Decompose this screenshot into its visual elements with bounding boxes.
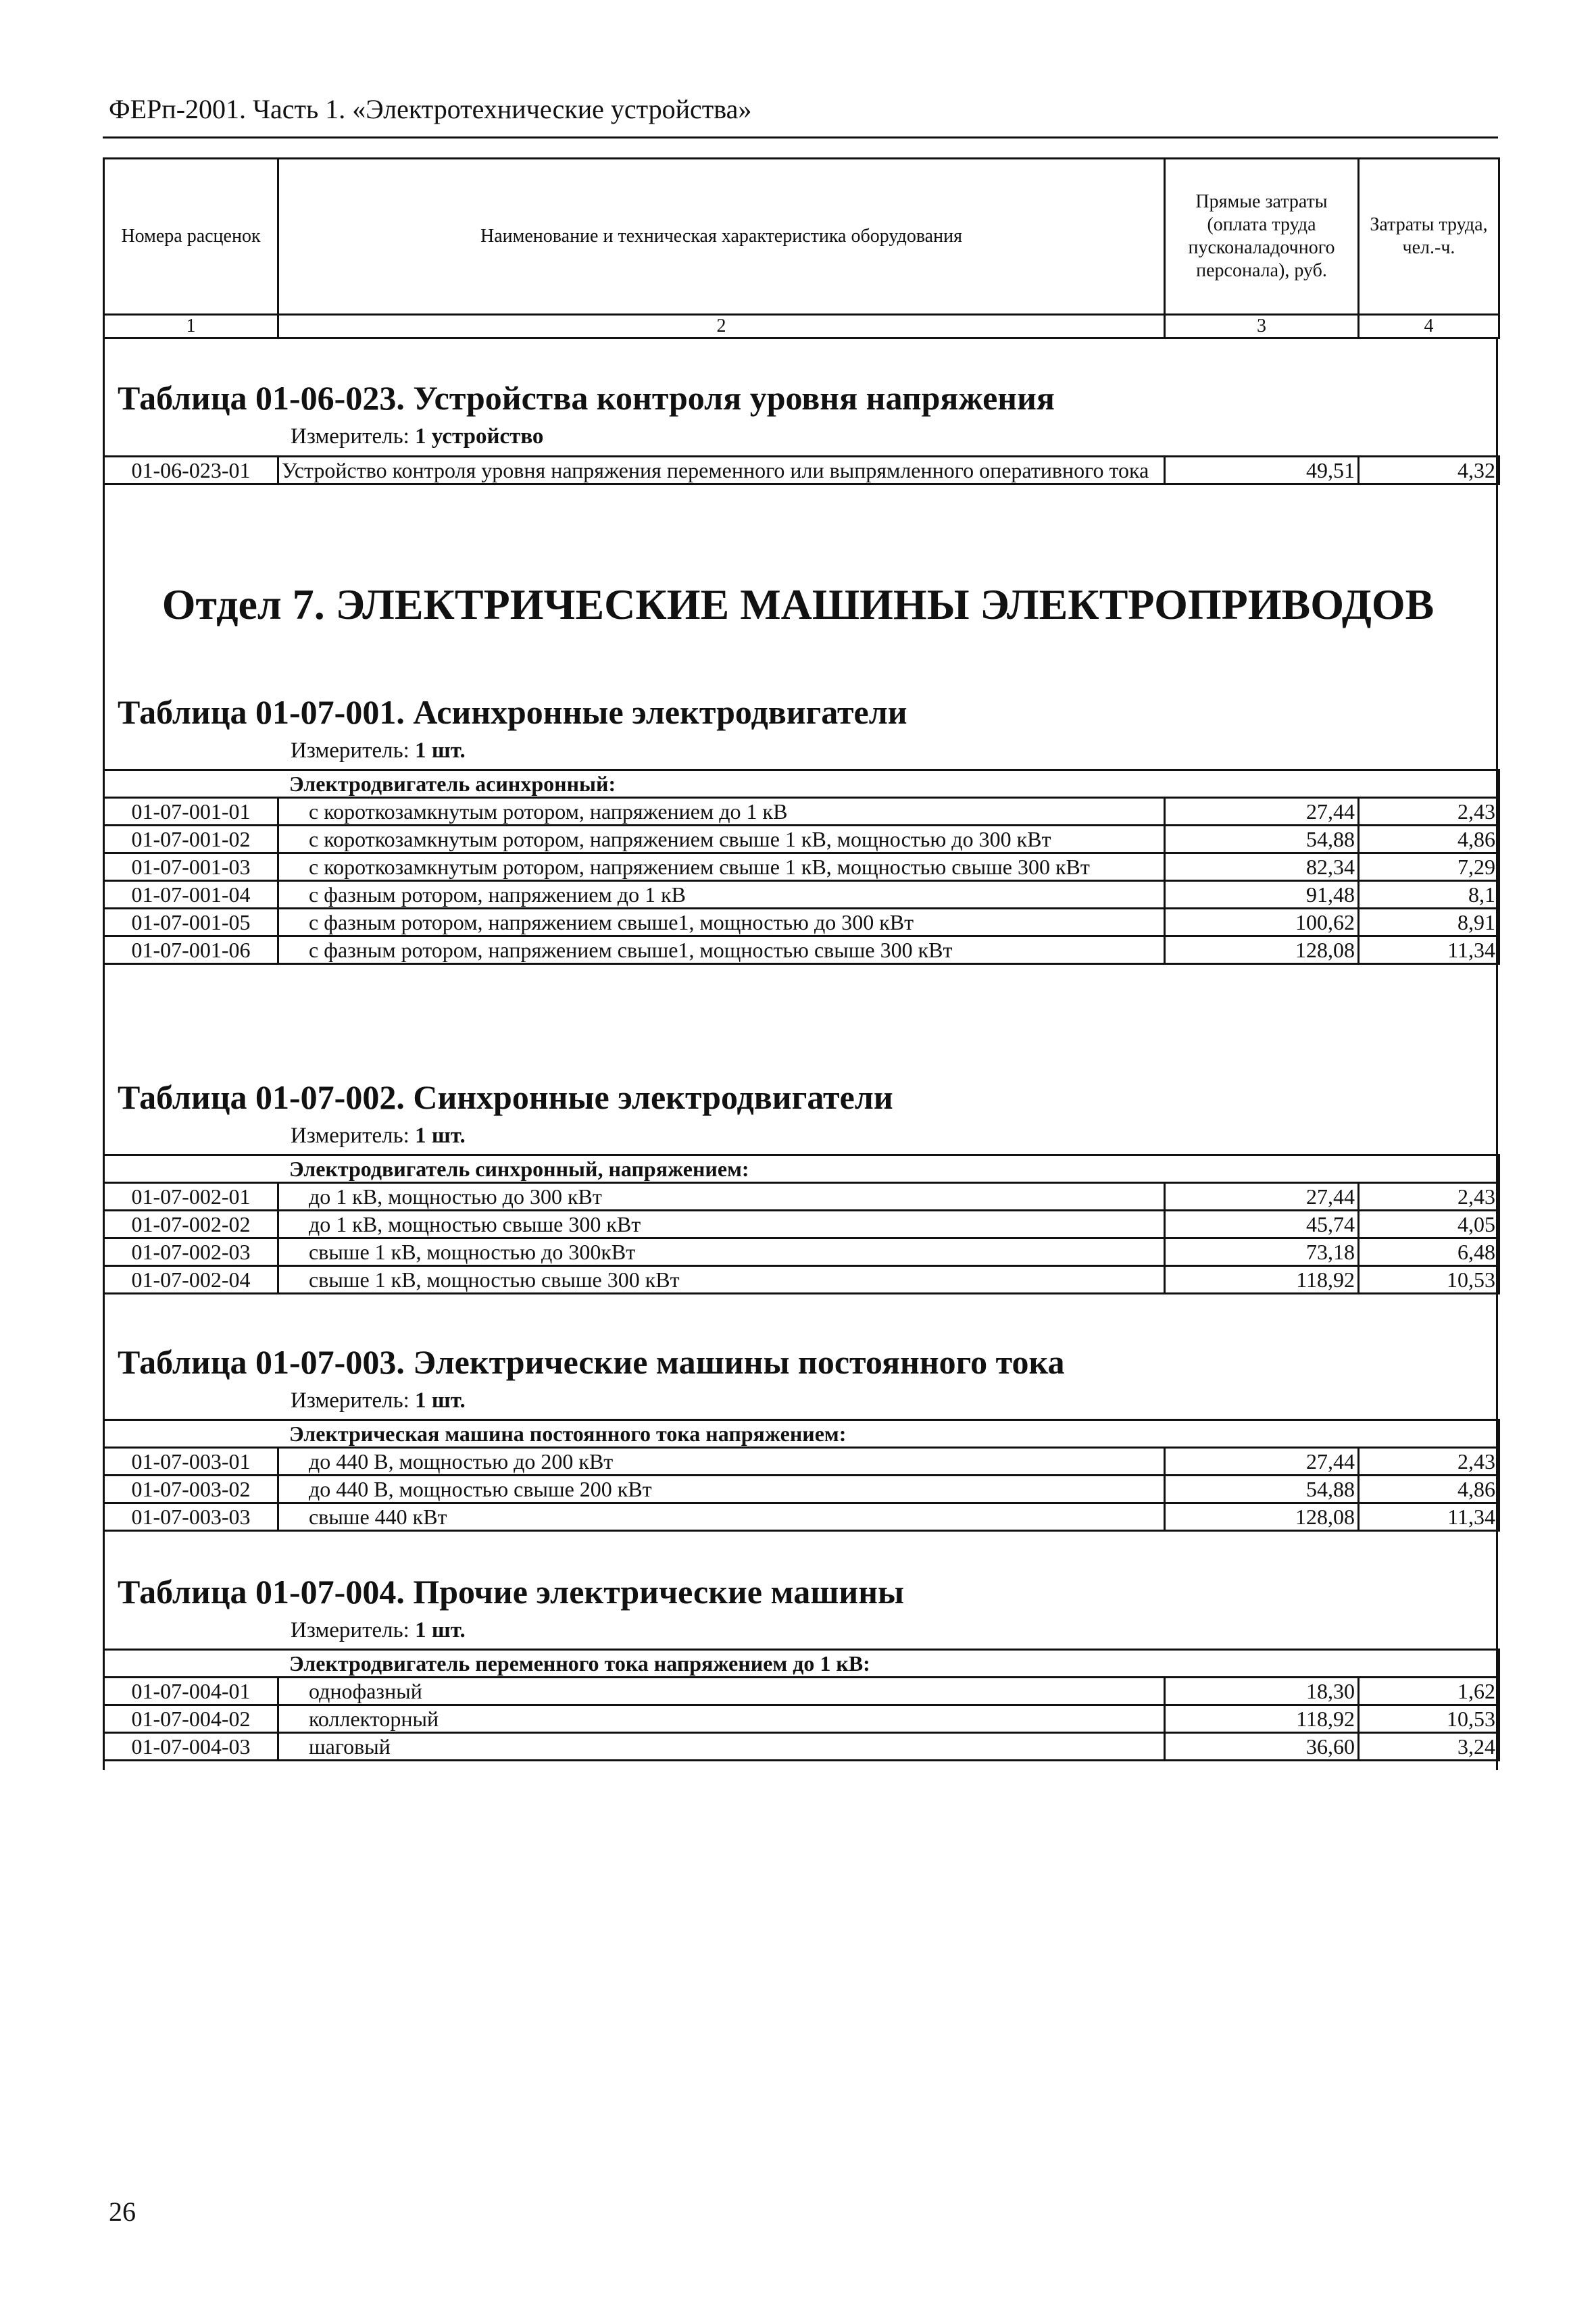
- row-name: до 1 кВ, мощностью до 300 кВт: [278, 1183, 1165, 1211]
- table-row: [104, 1503, 1499, 1531]
- table-title: Таблица 01-07-003. Электрические машины постоянного тока: [118, 1343, 1065, 1381]
- measure-line: [291, 738, 466, 763]
- row-labor: 4,86: [1359, 826, 1499, 853]
- row-labor: 10,53: [1359, 1266, 1499, 1294]
- measure-label: Измеритель:: [291, 424, 409, 449]
- header-col-cost: Прямые затраты (оплата труда пусконаладочного персонала), руб.: [1165, 159, 1359, 315]
- row-code: 01-07-004-02: [104, 1705, 278, 1733]
- header-num-4: 4: [1359, 315, 1499, 338]
- row-labor: 7,29: [1359, 853, 1499, 881]
- row-code: 01-06-023-01: [104, 457, 278, 484]
- table-row: [104, 1448, 1499, 1476]
- row-labor: 11,34: [1359, 1503, 1499, 1531]
- row-cost: 128,08: [1165, 936, 1359, 964]
- table-01-07-001: [103, 769, 1498, 965]
- row-cost: 27,44: [1165, 1183, 1359, 1211]
- row-code: 01-07-003-01: [104, 1448, 278, 1476]
- row-name: коллекторный: [278, 1705, 1165, 1733]
- column-header: [103, 157, 1498, 339]
- row-code: 01-07-004-03: [104, 1733, 278, 1761]
- row-cost: 36,60: [1165, 1733, 1359, 1761]
- row-name: с фазным ротором, напряжением свыше1, мощностью свыше 300 кВт: [278, 936, 1165, 964]
- header-col-name: Наименование и техническая характеристика оборудования: [278, 159, 1165, 315]
- table-row: [104, 1183, 1499, 1211]
- measure-line: [291, 1618, 466, 1643]
- table-row: [104, 798, 1499, 826]
- row-code: 01-07-001-02: [104, 826, 278, 853]
- row-name: однофазный: [278, 1678, 1165, 1705]
- table-title: Таблица 01-07-002. Синхронные электродвигатели: [118, 1078, 893, 1116]
- measure-line: [291, 1388, 466, 1413]
- row-cost: 128,08: [1165, 1503, 1359, 1531]
- row-name: с фазным ротором, напряжением до 1 кВ: [278, 881, 1165, 909]
- table-row: [104, 1733, 1499, 1761]
- group-heading: Электродвигатель синхронный, напряжением:: [104, 1155, 1499, 1183]
- header-num-3: 3: [1165, 315, 1359, 338]
- table-01-07-002: [103, 1154, 1498, 1294]
- row-labor: 4,32: [1359, 457, 1499, 484]
- row-name: шаговый: [278, 1733, 1165, 1761]
- group-heading: Электродвигатель асинхронный:: [104, 770, 1499, 798]
- measure-label: Измеритель:: [291, 1388, 409, 1413]
- row-cost: 27,44: [1165, 798, 1359, 826]
- row-code: 01-07-002-01: [104, 1183, 278, 1211]
- table-row: [104, 1266, 1499, 1294]
- row-cost: 18,30: [1165, 1678, 1359, 1705]
- row-cost: 49,51: [1165, 457, 1359, 484]
- group-heading: Электрическая машина постоянного тока напряжением:: [104, 1420, 1499, 1448]
- table-row: [104, 909, 1499, 936]
- row-name: [278, 826, 1165, 853]
- row-code: 01-07-004-01: [104, 1678, 278, 1705]
- row-labor: 4,86: [1359, 1476, 1499, 1503]
- row-code: 01-07-001-05: [104, 909, 278, 936]
- row-cost: 54,88: [1165, 826, 1359, 853]
- row-code: 01-07-003-02: [104, 1476, 278, 1503]
- table-row: [104, 853, 1499, 881]
- row-labor: 2,43: [1359, 798, 1499, 826]
- row-code: 01-07-001-06: [104, 936, 278, 964]
- running-head: ФЕРп-2001. Часть 1. «Электротехнические устройства»: [109, 94, 752, 124]
- measure-value: 1 устройство: [415, 424, 544, 449]
- row-name: до 1 кВ, мощностью свыше 300 кВт: [278, 1211, 1165, 1238]
- row-name: свыше 440 кВт: [278, 1503, 1165, 1531]
- measure-label: Измеритель:: [291, 1124, 409, 1148]
- row-labor: 1,62: [1359, 1678, 1499, 1705]
- measure-value: 1 шт.: [415, 1618, 466, 1642]
- row-name: с фазным ротором, напряжением свыше1, мощностью до 300 кВт: [278, 909, 1165, 936]
- table-row: [104, 457, 1499, 484]
- page-frame-sides: [103, 338, 1498, 1770]
- row-cost: 118,92: [1165, 1266, 1359, 1294]
- row-name: [278, 853, 1165, 881]
- measure-value: 1 шт.: [415, 738, 466, 763]
- row-code: 01-07-002-02: [104, 1211, 278, 1238]
- row-name: до 440 В, мощностью свыше 200 кВт: [278, 1476, 1165, 1503]
- row-name: с короткозамкнутым ротором, напряжением до 1 кВ: [278, 798, 1165, 826]
- table-row: [104, 936, 1499, 964]
- group-heading: Электродвигатель переменного тока напряжением до 1 кВ:: [104, 1650, 1499, 1678]
- row-name: до 440 В, мощностью до 200 кВт: [278, 1448, 1165, 1476]
- row-labor: 11,34: [1359, 936, 1499, 964]
- row-cost: 27,44: [1165, 1448, 1359, 1476]
- table-row: [104, 1705, 1499, 1733]
- section-title: Отдел 7. ЭЛЕКТРИЧЕСКИЕ МАШИНЫ ЭЛЕКТРОПРИВОДОВ: [161, 580, 1435, 628]
- table-01-07-004: [103, 1649, 1498, 1761]
- measure-line: [291, 1124, 466, 1149]
- table-title: Таблица 01-06-023. Устройства контроля уровня напряжения: [118, 379, 1055, 417]
- table-row: [104, 881, 1499, 909]
- table-row: [104, 1211, 1499, 1238]
- row-cost: 45,74: [1165, 1211, 1359, 1238]
- table-title: Таблица 01-07-001. Асинхронные электродвигатели: [118, 693, 907, 731]
- row-name: свыше 1 кВ, мощностью до 300кВт: [278, 1238, 1165, 1266]
- row-code: 01-07-002-04: [104, 1266, 278, 1294]
- header-rule: [103, 136, 1498, 139]
- measure-label: Измеритель:: [291, 1618, 409, 1642]
- row-cost: 100,62: [1165, 909, 1359, 936]
- page-number: 26: [109, 2196, 136, 2227]
- row-cost: 54,88: [1165, 1476, 1359, 1503]
- header-num-1: 1: [104, 315, 278, 338]
- table-row: [104, 1678, 1499, 1705]
- header-col-labor: Затраты труда, чел.-ч.: [1359, 159, 1499, 315]
- row-cost: 82,34: [1165, 853, 1359, 881]
- row-code: 01-07-001-04: [104, 881, 278, 909]
- row-labor: 8,91: [1359, 909, 1499, 936]
- table-row: [104, 1476, 1499, 1503]
- row-code: 01-07-001-01: [104, 798, 278, 826]
- row-labor: 3,24: [1359, 1733, 1499, 1761]
- row-labor: 6,48: [1359, 1238, 1499, 1266]
- row-labor: 4,05: [1359, 1211, 1499, 1238]
- measure-value: 1 шт.: [415, 1124, 466, 1148]
- measure-value: 1 шт.: [415, 1388, 466, 1413]
- measure-line: [291, 424, 543, 449]
- table-title: Таблица 01-07-004. Прочие электрические машины: [118, 1573, 905, 1611]
- header-col-codes: Номера расценок: [104, 159, 278, 315]
- row-cost: 91,48: [1165, 881, 1359, 909]
- row-cost: 118,92: [1165, 1705, 1359, 1733]
- row-labor: 2,43: [1359, 1183, 1499, 1211]
- row-cost: 73,18: [1165, 1238, 1359, 1266]
- header-num-2: 2: [278, 315, 1165, 338]
- measure-label: Измеритель:: [291, 738, 409, 763]
- row-code: 01-07-003-03: [104, 1503, 278, 1531]
- row-code: 01-07-002-03: [104, 1238, 278, 1266]
- row-code: 01-07-001-03: [104, 853, 278, 881]
- row-name: Устройство контроля уровня напряжения переменного или выпрямленного оперативного тока: [278, 457, 1165, 484]
- row-name: свыше 1 кВ, мощностью свыше 300 кВт: [278, 1266, 1165, 1294]
- table-01-07-003: [103, 1419, 1498, 1532]
- row-name-text: с короткозамкнутым ротором, напряжением свыше 1 кВ, мощностью до 300 кВт: [309, 827, 1051, 851]
- row-labor: 8,1: [1359, 881, 1499, 909]
- row-labor: 2,43: [1359, 1448, 1499, 1476]
- table-row: [104, 1238, 1499, 1266]
- table-row: [104, 826, 1499, 853]
- table-01-06-023: [103, 455, 1498, 485]
- row-name-text: с короткозамкнутым ротором, напряжением свыше 1 кВ, мощностью свыше 300 кВт: [309, 855, 1090, 879]
- row-labor: 10,53: [1359, 1705, 1499, 1733]
